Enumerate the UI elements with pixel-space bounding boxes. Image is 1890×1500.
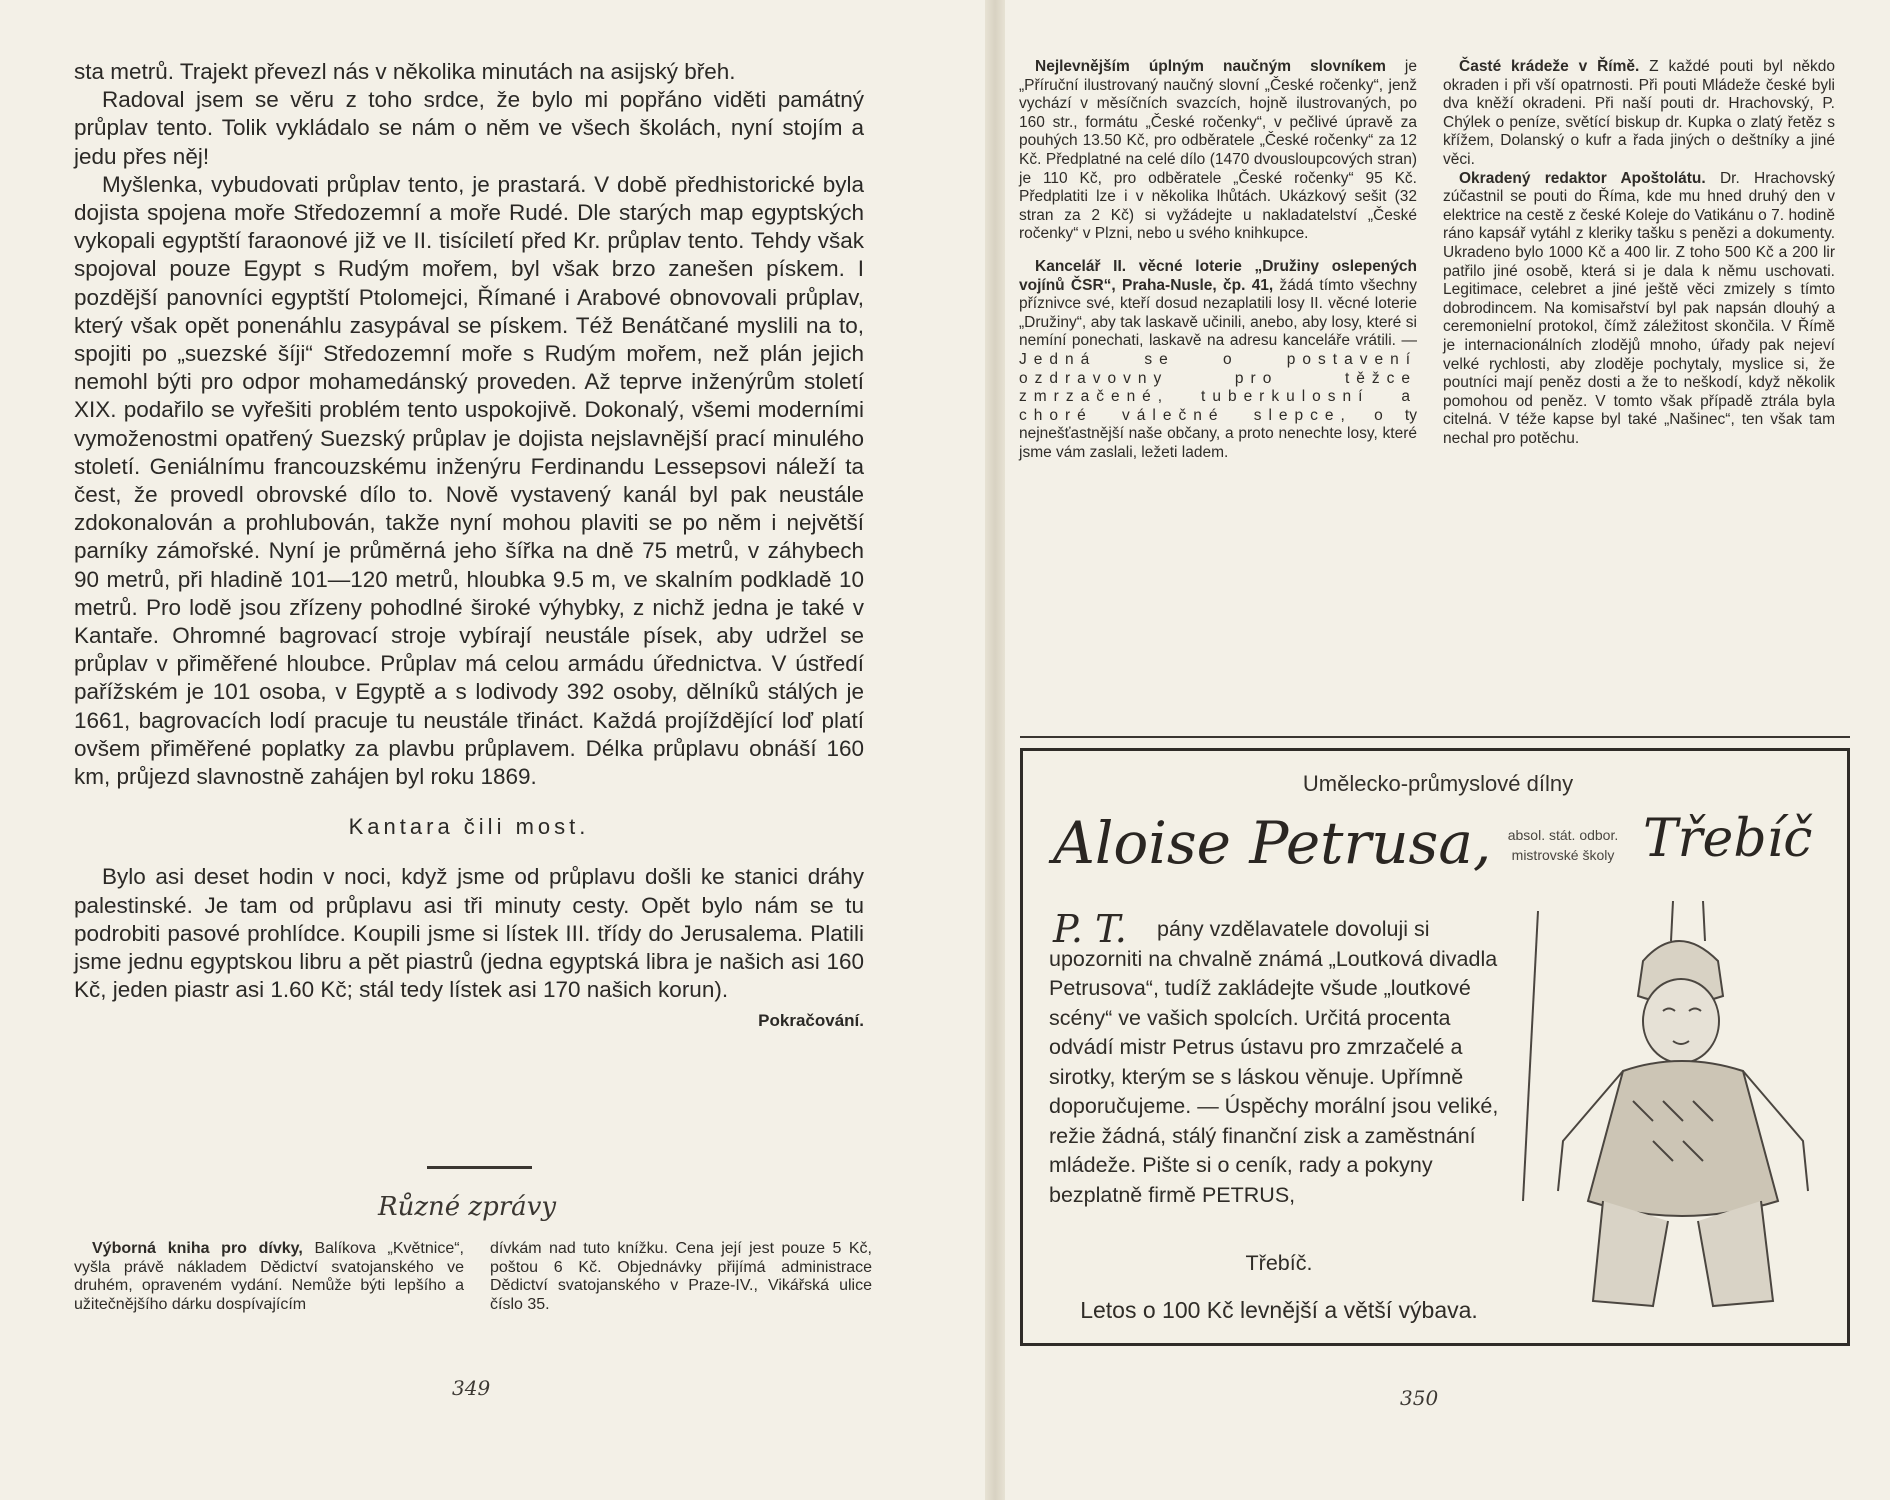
- news-item-book-title: Výborná kniha pro dívky,: [92, 1240, 303, 1257]
- notice-lottery-spaced: Jedná se o postavení ozdravovny pro těžce zmrzačené, tuberkulosní a choré válečné slepce,: [1019, 350, 1417, 424]
- right-column-a: [1019, 58, 1417, 462]
- book-gutter: [985, 0, 1005, 1500]
- continued-note: Pokračování.: [758, 1010, 864, 1030]
- notice-encyclopedia-text: je „Příruční ilustrovaný naučný slovní „České ročenky“, jenž vychází v měsíčních svazcích, hojně ilustrovaných, po 160 str., formátu „České ročenky“, v pečlivé úpravě za pouhých 13.50 Kč, pro odběratele „České ročenky“ za 12 Kč. Předplatné na celé dílo (1470 dvousloupcových stran) je 110 Kč, pro odběratele „České ročenky“ 95 Kč. Předplatiti lze i v několika lhůtách. Ukázkový sešit (32 stran za 2 Kč) si vyžádejte u nakladatelství „České ročenky“ v Plzni, nebo u svého knihkupce.: [1019, 58, 1417, 243]
- ad-footer: Letos o 100 Kč levnější a větší výbava.: [1080, 1297, 1478, 1323]
- notice-thefts: [1443, 58, 1835, 170]
- ad-town: Třebíč: [1643, 809, 1813, 869]
- notice-lottery: [1019, 258, 1417, 463]
- news-heading: Různé zprávy: [378, 1192, 557, 1222]
- notice-editor-title: Okradený redaktor Apoštolátu.: [1459, 169, 1706, 187]
- notice-editor-text: Dr. Hrachovský zúčastnil se pouti do Říma, kde mu hned druhý den v elektrice na cestě z české Koleje do Vatikánu o 7. hodině ráno kapsář vytáhl z kleriky tašku s penězi a dokumenty. Ukradeno bylo 1000 Kč a 400 lir. Z toho 500 Kč a 200 lir patřilo jiné osobě, která si je dala k němu uschovati. Legitimace, celebret a jiné ještě věci zmizely s tímto dobrodincem. Na komisařství byl pak napsán dlouhý a ceremonielní protokol, čímž záležitost skončila. V Římě je internacionálních zlodějů mnoho, úřady pak nejeví velké rychlosti, aby zloděje pochytaly, myslice si, že poutníci mají peněz dosti a že to neškodí, když několik pomohou od peněz. V tomto však případě ztrála byla citelná. V téže kapse byl také „Našinec“, ten však tam nechal pro potěchu.: [1443, 169, 1836, 447]
- news-item-book-text: Balíkova „Květnice“, vyšla právě nákladem Dědictví svatojanského ve druhém, opraveném vydání. Nemůže býti lepšího a užitečnějšího dárku dospívajícím: [74, 1240, 464, 1313]
- ad-salutation: P. T.: [1053, 907, 1127, 951]
- puppet-illustration: [1503, 901, 1833, 1321]
- page-number-left: 349: [452, 1376, 491, 1400]
- article-paragraph-1: sta metrů. Trajekt převezl nás v několika minutách na asijský břeh.: [74, 59, 736, 84]
- section-paragraph: Bylo asi deset hodin v noci, když jsme od průplavu došli ke stanici dráhy palestinské. Je tam od průplavu asi tři minuty cesty. Opět bylo nám se tu podrobiti pasové prohlídce. Koupili jsme si lístek III. třídy do Jerusalema. Platili jsme jednu egyptskou libru a pět piastrů (jedna egyptská libra je našich asi 160 Kč, jeden piastr asi 1.60 Kč; stál tedy lístek asi 170 našich korun).: [74, 864, 864, 1003]
- notice-lottery-title: Kancelář II. věcné loterie „Družiny oslepených vojínů ČSR“, Praha-Nusle, čp. 41,: [1019, 257, 1417, 294]
- notice-thefts-title: Časté krádeže v Římě.: [1459, 58, 1640, 75]
- article-paragraph-2: Radoval jsem se věru z toho srdce, že bylo mi popřáno viděti památný průplav tento. Tolik vykládalo se nám o něm ve všech školách, nyní stojím a jedu přes něj!: [74, 87, 864, 169]
- article-column: [74, 58, 864, 1035]
- article-paragraph-3: Myšlenka, vybudovati průplav tento, je prastará. V době předhistorické byla dojista spojena moře Středozemní a moře Rudé. Dle starých map egyptských vykopali egyptští faraonové již ve II. tisíciletí před Kr. průplav tento. Tehdy však spojoval pouze Egypt s Rudým mořem, byl však brzo zanešen pískem. I pozdější panovníci egyptští Ptolomejci, Římané i Arabové obnovovali průplav, který však opět ponenáhlu zasypával se pískem. Též Benátčané myslili na to, spojiti po „suezské šíji“ Středozemní moře s Rudým mořem, než plán jejich nemohl býti pro odpor mohamedánský proveden. Až teprve inženýrům století XIX. podařilo se vyřešiti problém tento uspokojivě. Dokonalý, všemi moderními vymoženostmi opatřený Suezský průplav je dojista nejslavnější prací minulého století. Geniálnímu francouzskému inženýru Ferdinandu Lessepsovi náleží ta čest, že provedl obrovské dílo to. Nově vystavený kanál byl pak neustále zdokonalován a prohlubován, takže nyní mohou plaviti se po něm i největší parníky zámořské. Nyní je průměrná jeho šířka na dně 75 metrů, v záhybech 90 metrů, při hladině 101—120 metrů, hloubka 9.5 m, ve skalním podkladě 10 metrů. Pro lodě jsou zřízeny pohodlné široké výhybky, z nichž jedna je také v Kantaře. Ohromné bagrovací stroje vybírají neustále písek, aby udržel se průplav v přiměřené hloubce. Průplav má celou armádu úřednictva. V ústředí pařížském je 101 osoba, v Egyptě a s lodivody 392 osoby, dělníků stálých je 1661, bagrovacích lodí pracuje tu neustále třináct. Každá projíždějící loď platí ovšem přiměřené poplatky za plavbu průplavem. Délka průplavu obnáší 160 km, průjezd slavnostně zahájen byl roku 1869.: [74, 171, 864, 790]
- news-item-book: [74, 1240, 464, 1314]
- ad-top-rule: [1020, 736, 1850, 738]
- notice-lottery-text: žádá tímto všechny příznivce své, kteří dosud nezaplatili losy II. věcné loterie „Družiny“, aby tak laskavě učinili, anebo, aby losy, které si nemíní ponechati, laskavě na adresu kanceláře vrátili. —: [1019, 276, 1418, 350]
- notice-encyclopedia: [1019, 58, 1417, 244]
- section-divider: [427, 1166, 532, 1169]
- news-column-right: [490, 1240, 872, 1314]
- ad-subtitle: Umělecko-průmyslové dílny: [1302, 771, 1574, 796]
- right-column-b: [1443, 58, 1835, 448]
- page-number-right: 350: [1400, 1386, 1439, 1410]
- ad-school-line2: mistrovské školy: [1511, 847, 1615, 863]
- ad-school: [1473, 825, 1653, 865]
- notice-thefts-text: Z každé pouti byl někdo okraden i při vší opatrnosti. Při pouti Mládeže české byli dva kněží okradeni. Při naší pouti dr. Hrachovský, P. Chýlek o peníze, světící biskup dr. Kupka o zlatý řetěz s křížem, Dolanský o kufr a řada jiných o deštníky a jiné věci.: [1443, 58, 1835, 168]
- ad-school-line1: absol. stát. odbor.: [1507, 827, 1619, 843]
- news-column-left: [74, 1240, 464, 1314]
- ad-name: Aloise Petrusa,: [1053, 809, 1492, 877]
- section-heading: Kantara čili most.: [348, 814, 590, 840]
- notice-encyclopedia-title: Nejlevnějším úplným naučným slovníkem: [1035, 58, 1386, 75]
- notice-lottery-end: o ty nejnešťastnější naše občany, a proto nenechte losy, které jsme vám zaslali, ležeti ladem.: [1019, 406, 1417, 461]
- ad-body-text: pány vzdělavatele dovoluji si upozorniti na chvalně známá „Loutková divadla Petrusova“, tudíž zakládejte všude „loutkové scény“ ve vašich spolcích. Určitá procenta odvádí mistr Petrus ústavu pro zmrzačelé a sirotky, kterým se s láskou věnuje. Upřímně doporučujeme. — Úspěchy morální jsou veliké, režie žádná, stálý finanční zisk a zaměstnání mládeže. Pište si o ceník, rady a pokyny bezplatně firmě PETRUS,: [1049, 917, 1499, 1207]
- news-item-book-continued: dívkám nad tuto knížku. Cena její jest pouze 5 Kč, poštou 6 Kč. Objednávky přijímá administrace Dědictví svatojanského v Praze-IV., Vikářská ulice číslo 35.: [490, 1240, 872, 1313]
- notice-editor: [1443, 170, 1835, 449]
- right-page: [1005, 0, 1890, 1500]
- advertisement-box: [1020, 748, 1850, 1346]
- ad-firm-town: Třebíč.: [1245, 1251, 1313, 1275]
